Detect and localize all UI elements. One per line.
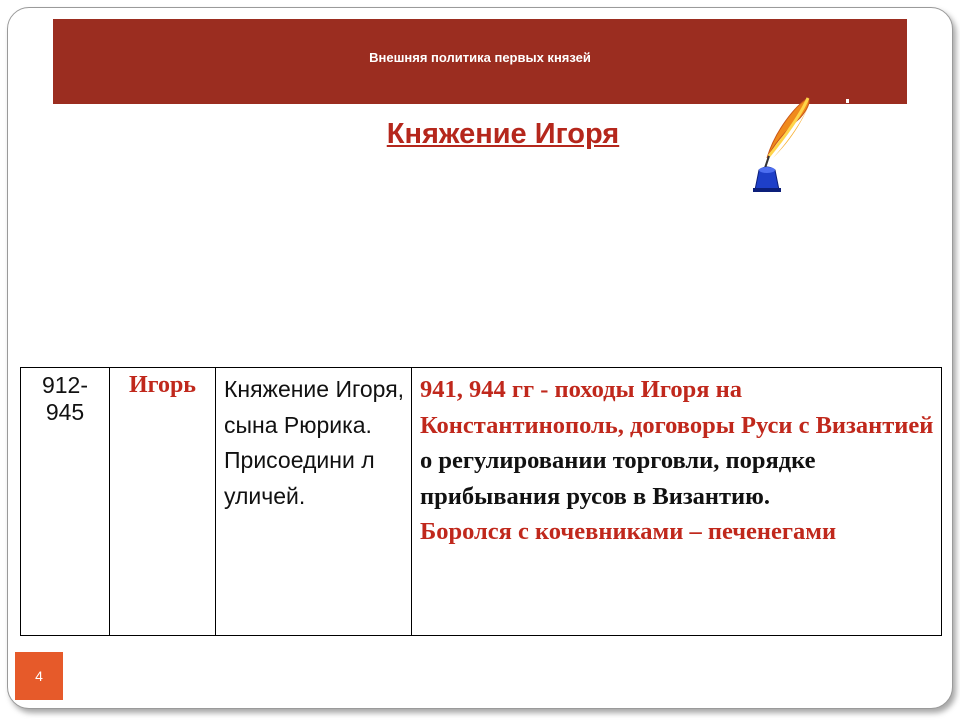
slide-title: Внешняя политика первых князей <box>369 50 591 65</box>
prince-cell: Игорь <box>110 368 216 636</box>
events-nomads-text: Боролся с кочевниками – печенегами <box>420 518 837 546</box>
table-row <box>21 368 942 636</box>
quill-and-inkwell-icon <box>745 96 815 196</box>
description-cell: Княжение Игоря, сына Рюрика. Присоедини л уличей. <box>216 368 412 636</box>
slide-subtitle: Княжение Игоря <box>386 118 620 150</box>
events-red-text: 941, 944 гг - походы Игоря на Константинополь, договоры Руси с Византией <box>420 376 934 439</box>
years-cell: 912-945 <box>21 368 110 636</box>
princes-table <box>20 367 942 636</box>
events-cell <box>412 368 942 636</box>
page-number-badge: 4 <box>15 652 63 700</box>
events-dark-text: о регулировании торговли, порядке прибывания русов в Византию. <box>420 447 816 510</box>
banner-mark <box>846 99 849 103</box>
title-banner <box>53 19 907 104</box>
